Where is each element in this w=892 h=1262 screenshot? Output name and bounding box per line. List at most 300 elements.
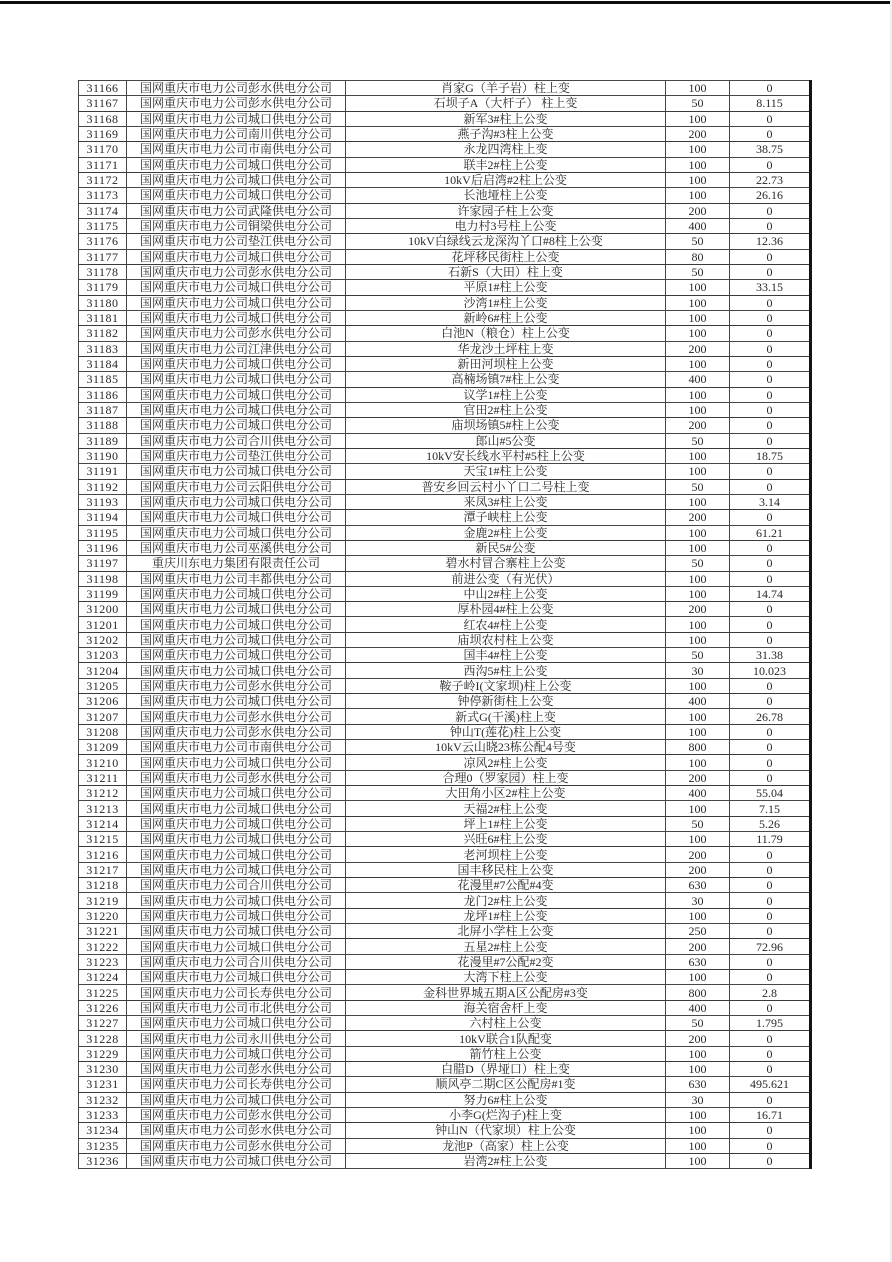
cell-company: 国网重庆市电力公司城口供电分公司 xyxy=(127,786,346,801)
cell-id: 31232 xyxy=(79,1092,127,1107)
cell-company: 国网重庆市电力公司城口供电分公司 xyxy=(127,1046,346,1061)
cell-name: 凉风2#柱上公变 xyxy=(346,755,666,770)
cell-value: 0 xyxy=(730,678,811,693)
table-row xyxy=(79,310,811,325)
cell-name: 红农4#柱上公变 xyxy=(346,617,666,632)
cell-value: 0 xyxy=(730,218,811,233)
cell-capacity: 100 xyxy=(666,678,730,693)
cell-name: 肖家G（羊子岩）柱上变 xyxy=(346,81,666,96)
cell-name: 长池垭柱上公变 xyxy=(346,188,666,203)
cell-capacity: 100 xyxy=(666,970,730,985)
cell-capacity: 200 xyxy=(666,602,730,617)
cell-id: 31168 xyxy=(79,111,127,126)
cell-company: 国网重庆市电力公司城口供电分公司 xyxy=(127,1153,346,1168)
table-row xyxy=(79,801,811,816)
cell-id: 31181 xyxy=(79,310,127,325)
table-row xyxy=(79,1077,811,1092)
cell-company: 国网重庆市电力公司城口供电分公司 xyxy=(127,694,346,709)
cell-value: 55.04 xyxy=(730,786,811,801)
cell-company: 国网重庆市电力公司城口供电分公司 xyxy=(127,617,346,632)
cell-company: 国网重庆市电力公司城口供电分公司 xyxy=(127,510,346,525)
cell-value: 0 xyxy=(730,1153,811,1168)
table-row xyxy=(79,203,811,218)
cell-name: 花坪移民街柱上公变 xyxy=(346,249,666,264)
cell-name: 新军3#柱上公变 xyxy=(346,111,666,126)
cell-capacity: 100 xyxy=(666,172,730,187)
cell-capacity: 400 xyxy=(666,1000,730,1015)
cell-id: 31211 xyxy=(79,770,127,785)
cell-value: 18.75 xyxy=(730,448,811,463)
cell-value: 7.15 xyxy=(730,801,811,816)
cell-id: 31198 xyxy=(79,571,127,586)
cell-capacity: 630 xyxy=(666,954,730,969)
cell-capacity: 200 xyxy=(666,862,730,877)
cell-id: 31186 xyxy=(79,387,127,402)
cell-id: 31235 xyxy=(79,1138,127,1153)
cell-id: 31220 xyxy=(79,908,127,923)
cell-name: 新田河坝柱上公变 xyxy=(346,356,666,371)
cell-id: 31188 xyxy=(79,418,127,433)
cell-name: 花漫里#7公配#2变 xyxy=(346,954,666,969)
cell-capacity: 100 xyxy=(666,801,730,816)
cell-id: 31167 xyxy=(79,96,127,111)
cell-id: 31231 xyxy=(79,1077,127,1092)
table-row xyxy=(79,172,811,187)
cell-company: 国网重庆市电力公司城口供电分公司 xyxy=(127,801,346,816)
cell-name: 永龙四湾柱上变 xyxy=(346,142,666,157)
cell-capacity: 100 xyxy=(666,326,730,341)
table-row xyxy=(79,234,811,249)
cell-id: 31234 xyxy=(79,1123,127,1138)
cell-value: 0 xyxy=(730,1123,811,1138)
cell-id: 31170 xyxy=(79,142,127,157)
cell-company: 国网重庆市电力公司城口供电分公司 xyxy=(127,310,346,325)
cell-name: 前进公变（有光伏） xyxy=(346,571,666,586)
cell-capacity: 50 xyxy=(666,1016,730,1031)
table-row xyxy=(79,157,811,172)
cell-value: 0 xyxy=(730,878,811,893)
cell-capacity: 100 xyxy=(666,310,730,325)
cell-name: 箭竹柱上公变 xyxy=(346,1046,666,1061)
cell-id: 31196 xyxy=(79,540,127,555)
cell-name: 钟停新街柱上公变 xyxy=(346,694,666,709)
cell-value: 5.26 xyxy=(730,816,811,831)
cell-capacity: 200 xyxy=(666,770,730,785)
table-row xyxy=(79,755,811,770)
cell-capacity: 100 xyxy=(666,586,730,601)
cell-id: 31190 xyxy=(79,448,127,463)
cell-id: 31236 xyxy=(79,1153,127,1168)
table-row xyxy=(79,678,811,693)
cell-company: 国网重庆市电力公司城口供电分公司 xyxy=(127,816,346,831)
table-row xyxy=(79,433,811,448)
table-row xyxy=(79,663,811,678)
table-row xyxy=(79,1123,811,1138)
cell-company: 国网重庆市电力公司城口供电分公司 xyxy=(127,188,346,203)
cell-name: 大湾下柱上公变 xyxy=(346,970,666,985)
cell-capacity: 80 xyxy=(666,249,730,264)
table-row xyxy=(79,939,811,954)
cell-company: 国网重庆市电力公司城口供电分公司 xyxy=(127,157,346,172)
cell-value: 0 xyxy=(730,1062,811,1077)
cell-name: 小李G(烂沟子)柱上变 xyxy=(346,1107,666,1122)
cell-company: 国网重庆市电力公司城口供电分公司 xyxy=(127,111,346,126)
cell-company: 国网重庆市电力公司武隆供电分公司 xyxy=(127,203,346,218)
table-row xyxy=(79,908,811,923)
cell-capacity: 100 xyxy=(666,1123,730,1138)
cell-company: 国网重庆市电力公司城口供电分公司 xyxy=(127,970,346,985)
table-row xyxy=(79,326,811,341)
cell-name: 中山2#柱上公变 xyxy=(346,586,666,601)
table-row xyxy=(79,862,811,877)
cell-id: 31233 xyxy=(79,1107,127,1122)
cell-value: 0 xyxy=(730,1138,811,1153)
table-row xyxy=(79,81,811,96)
cell-company: 国网重庆市电力公司巫溪供电分公司 xyxy=(127,540,346,555)
cell-value: 0 xyxy=(730,694,811,709)
cell-capacity: 100 xyxy=(666,356,730,371)
cell-company: 国网重庆市电力公司城口供电分公司 xyxy=(127,249,346,264)
cell-company: 国网重庆市电力公司城口供电分公司 xyxy=(127,847,346,862)
cell-id: 31216 xyxy=(79,847,127,862)
cell-company: 国网重庆市电力公司城口供电分公司 xyxy=(127,862,346,877)
cell-id: 31203 xyxy=(79,648,127,663)
cell-value: 0 xyxy=(730,893,811,908)
cell-company: 国网重庆市电力公司城口供电分公司 xyxy=(127,402,346,417)
table-row xyxy=(79,510,811,525)
cell-id: 31174 xyxy=(79,203,127,218)
cell-id: 31227 xyxy=(79,1016,127,1031)
table-row xyxy=(79,970,811,985)
table-row xyxy=(79,694,811,709)
table-row xyxy=(79,1000,811,1015)
cell-capacity: 50 xyxy=(666,816,730,831)
cell-capacity: 200 xyxy=(666,939,730,954)
cell-name: 龙坪1#柱上公变 xyxy=(346,908,666,923)
cell-id: 31205 xyxy=(79,678,127,693)
cell-value: 0 xyxy=(730,954,811,969)
cell-value: 0 xyxy=(730,372,811,387)
cell-company: 国网重庆市电力公司城口供电分公司 xyxy=(127,295,346,310)
table-row xyxy=(79,816,811,831)
cell-id: 31230 xyxy=(79,1062,127,1077)
cell-id: 31226 xyxy=(79,1000,127,1015)
cell-capacity: 100 xyxy=(666,1062,730,1077)
cell-id: 31209 xyxy=(79,740,127,755)
cell-value: 10.023 xyxy=(730,663,811,678)
cell-value: 0 xyxy=(730,632,811,647)
cell-id: 31180 xyxy=(79,295,127,310)
cell-capacity: 100 xyxy=(666,724,730,739)
cell-company: 国网重庆市电力公司彭水供电分公司 xyxy=(127,264,346,279)
cell-id: 31210 xyxy=(79,755,127,770)
table-row xyxy=(79,341,811,356)
cell-value: 0 xyxy=(730,157,811,172)
cell-name: 10kV云山晓23栋公配4号变 xyxy=(346,740,666,755)
cell-name: 国丰4#柱上公变 xyxy=(346,648,666,663)
cell-capacity: 50 xyxy=(666,234,730,249)
cell-name: 大田角小区2#柱上公变 xyxy=(346,786,666,801)
cell-id: 31201 xyxy=(79,617,127,632)
table-row xyxy=(79,295,811,310)
cell-capacity: 630 xyxy=(666,878,730,893)
cell-id: 31217 xyxy=(79,862,127,877)
cell-value: 72.96 xyxy=(730,939,811,954)
cell-id: 31202 xyxy=(79,632,127,647)
cell-name: 庙坝场镇5#柱上公变 xyxy=(346,418,666,433)
cell-capacity: 200 xyxy=(666,418,730,433)
cell-company: 重庆川东电力集团有限责任公司 xyxy=(127,556,346,571)
cell-id: 31177 xyxy=(79,249,127,264)
cell-company: 国网重庆市电力公司城口供电分公司 xyxy=(127,1016,346,1031)
cell-value: 0 xyxy=(730,81,811,96)
cell-capacity: 100 xyxy=(666,494,730,509)
cell-capacity: 250 xyxy=(666,924,730,939)
cell-id: 31200 xyxy=(79,602,127,617)
cell-name: 金鹿2#柱上公变 xyxy=(346,525,666,540)
cell-value: 0 xyxy=(730,862,811,877)
table-row xyxy=(79,1138,811,1153)
cell-capacity: 100 xyxy=(666,908,730,923)
cell-id: 31219 xyxy=(79,893,127,908)
cell-id: 31228 xyxy=(79,1031,127,1046)
cell-id: 31166 xyxy=(79,81,127,96)
cell-capacity: 100 xyxy=(666,464,730,479)
cell-capacity: 100 xyxy=(666,525,730,540)
table-row xyxy=(79,602,811,617)
cell-capacity: 100 xyxy=(666,448,730,463)
cell-company: 国网重庆市电力公司城口供电分公司 xyxy=(127,1092,346,1107)
cell-company: 国网重庆市电力公司城口供电分公司 xyxy=(127,494,346,509)
table-row xyxy=(79,111,811,126)
cell-id: 31192 xyxy=(79,479,127,494)
cell-company: 国网重庆市电力公司彭水供电分公司 xyxy=(127,724,346,739)
cell-capacity: 630 xyxy=(666,1077,730,1092)
cell-capacity: 200 xyxy=(666,1031,730,1046)
cell-name: 来凤3#柱上公变 xyxy=(346,494,666,509)
cell-company: 国网重庆市电力公司云阳供电分公司 xyxy=(127,479,346,494)
cell-id: 31179 xyxy=(79,280,127,295)
cell-value: 0 xyxy=(730,1000,811,1015)
table-row xyxy=(79,96,811,111)
cell-name: 10kV白绿线云龙深沟丫口#8柱上公变 xyxy=(346,234,666,249)
cell-value: 0 xyxy=(730,264,811,279)
table-row xyxy=(79,218,811,233)
cell-capacity: 100 xyxy=(666,280,730,295)
cell-capacity: 400 xyxy=(666,372,730,387)
table-row xyxy=(79,418,811,433)
cell-id: 31225 xyxy=(79,985,127,1000)
cell-company: 国网重庆市电力公司城口供电分公司 xyxy=(127,755,346,770)
cell-company: 国网重庆市电力公司城口供电分公司 xyxy=(127,632,346,647)
table-row xyxy=(79,786,811,801)
cell-capacity: 100 xyxy=(666,142,730,157)
cell-id: 31197 xyxy=(79,556,127,571)
cell-company: 国网重庆市电力公司合川供电分公司 xyxy=(127,433,346,448)
cell-company: 国网重庆市电力公司丰都供电分公司 xyxy=(127,571,346,586)
cell-name: 龙门2#柱上公变 xyxy=(346,893,666,908)
table-row xyxy=(79,954,811,969)
cell-value: 0 xyxy=(730,433,811,448)
cell-company: 国网重庆市电力公司合川供电分公司 xyxy=(127,878,346,893)
table-row xyxy=(79,249,811,264)
cell-value: 0 xyxy=(730,326,811,341)
cell-id: 31213 xyxy=(79,801,127,816)
table-row xyxy=(79,709,811,724)
table-row xyxy=(79,924,811,939)
table-row xyxy=(79,448,811,463)
cell-value: 61.21 xyxy=(730,525,811,540)
cell-company: 国网重庆市电力公司彭水供电分公司 xyxy=(127,1123,346,1138)
table-row xyxy=(79,724,811,739)
cell-name: 潭子峡柱上公变 xyxy=(346,510,666,525)
cell-company: 国网重庆市电力公司城口供电分公司 xyxy=(127,663,346,678)
table-row xyxy=(79,494,811,509)
cell-name: 议学1#柱上公变 xyxy=(346,387,666,402)
cell-value: 0 xyxy=(730,464,811,479)
cell-value: 0 xyxy=(730,126,811,141)
cell-value: 0 xyxy=(730,755,811,770)
cell-value: 0 xyxy=(730,1046,811,1061)
cell-capacity: 100 xyxy=(666,111,730,126)
cell-value: 0 xyxy=(730,540,811,555)
cell-id: 31229 xyxy=(79,1046,127,1061)
cell-capacity: 100 xyxy=(666,1046,730,1061)
cell-company: 国网重庆市电力公司江津供电分公司 xyxy=(127,341,346,356)
cell-id: 31187 xyxy=(79,402,127,417)
cell-id: 31169 xyxy=(79,126,127,141)
cell-capacity: 50 xyxy=(666,264,730,279)
cell-capacity: 50 xyxy=(666,648,730,663)
cell-capacity: 100 xyxy=(666,295,730,310)
cell-company: 国网重庆市电力公司市北供电分公司 xyxy=(127,1000,346,1015)
cell-company: 国网重庆市电力公司彭水供电分公司 xyxy=(127,81,346,96)
cell-name: 国丰移民柱上公变 xyxy=(346,862,666,877)
cell-name: 石新S（大田）柱上变 xyxy=(346,264,666,279)
cell-id: 31189 xyxy=(79,433,127,448)
cell-id: 31191 xyxy=(79,464,127,479)
table-row xyxy=(79,847,811,862)
cell-id: 31221 xyxy=(79,924,127,939)
cell-capacity: 30 xyxy=(666,1092,730,1107)
table-row xyxy=(79,1092,811,1107)
cell-id: 31218 xyxy=(79,878,127,893)
cell-id: 31171 xyxy=(79,157,127,172)
table-row xyxy=(79,1016,811,1031)
cell-id: 31172 xyxy=(79,172,127,187)
cell-name: 厚朴园4#柱上公变 xyxy=(346,602,666,617)
cell-id: 31207 xyxy=(79,709,127,724)
cell-id: 31193 xyxy=(79,494,127,509)
cell-value: 2.8 xyxy=(730,985,811,1000)
cell-id: 31178 xyxy=(79,264,127,279)
cell-company: 国网重庆市电力公司彭水供电分公司 xyxy=(127,1062,346,1077)
table-row xyxy=(79,556,811,571)
cell-name: 华龙沙土坪柱上变 xyxy=(346,341,666,356)
cell-name: 高楠场镇7#柱上公变 xyxy=(346,372,666,387)
cell-value: 0 xyxy=(730,1031,811,1046)
cell-capacity: 50 xyxy=(666,556,730,571)
cell-value: 3.14 xyxy=(730,494,811,509)
cell-name: 合理0（罗家园）柱上变 xyxy=(346,770,666,785)
cell-capacity: 800 xyxy=(666,740,730,755)
cell-company: 国网重庆市电力公司彭水供电分公司 xyxy=(127,1107,346,1122)
cell-capacity: 100 xyxy=(666,832,730,847)
cell-capacity: 100 xyxy=(666,755,730,770)
cell-value: 16.71 xyxy=(730,1107,811,1122)
cell-company: 国网重庆市电力公司城口供电分公司 xyxy=(127,832,346,847)
cell-name: 10kV安长线水平村#5柱上公变 xyxy=(346,448,666,463)
cell-value: 33.15 xyxy=(730,280,811,295)
cell-name: 海关宿舍杆上变 xyxy=(346,1000,666,1015)
cell-value: 1.795 xyxy=(730,1016,811,1031)
cell-company: 国网重庆市电力公司合川供电分公司 xyxy=(127,954,346,969)
cell-value: 0 xyxy=(730,740,811,755)
table-row xyxy=(79,617,811,632)
cell-id: 31223 xyxy=(79,954,127,969)
cell-name: 庙坝农村柱上公变 xyxy=(346,632,666,647)
cell-value: 11.79 xyxy=(730,832,811,847)
cell-company: 国网重庆市电力公司城口供电分公司 xyxy=(127,525,346,540)
cell-name: 碧水村冒合寨柱上公变 xyxy=(346,556,666,571)
table-row xyxy=(79,893,811,908)
cell-company: 国网重庆市电力公司垫江供电分公司 xyxy=(127,234,346,249)
table-row xyxy=(79,372,811,387)
cell-name: 10kV联合1队配变 xyxy=(346,1031,666,1046)
table-row xyxy=(79,126,811,141)
cell-name: 北屏小学柱上公变 xyxy=(346,924,666,939)
cell-capacity: 100 xyxy=(666,540,730,555)
table-row xyxy=(79,832,811,847)
cell-capacity: 100 xyxy=(666,571,730,586)
cell-name: 沙湾1#柱上公变 xyxy=(346,295,666,310)
cell-capacity: 800 xyxy=(666,985,730,1000)
cell-capacity: 100 xyxy=(666,1107,730,1122)
cell-name: 石坝子A（大杆子） 柱上变 xyxy=(346,96,666,111)
cell-company: 国网重庆市电力公司城口供电分公司 xyxy=(127,172,346,187)
cell-company: 国网重庆市电力公司城口供电分公司 xyxy=(127,372,346,387)
cell-name: 钟山T(莲花)柱上公变 xyxy=(346,724,666,739)
cell-name: 平原1#柱上公变 xyxy=(346,280,666,295)
cell-value: 0 xyxy=(730,387,811,402)
cell-capacity: 100 xyxy=(666,157,730,172)
cell-company: 国网重庆市电力公司彭水供电分公司 xyxy=(127,709,346,724)
cell-capacity: 100 xyxy=(666,188,730,203)
table-row xyxy=(79,770,811,785)
cell-id: 31215 xyxy=(79,832,127,847)
cell-name: 燕子沟#3柱上公变 xyxy=(346,126,666,141)
cell-value: 22.73 xyxy=(730,172,811,187)
cell-name: 西沟5#柱上公变 xyxy=(346,663,666,678)
table-row xyxy=(79,985,811,1000)
cell-name: 老河坝柱上公变 xyxy=(346,847,666,862)
cell-id: 31214 xyxy=(79,816,127,831)
cell-capacity: 200 xyxy=(666,510,730,525)
cell-value: 0 xyxy=(730,295,811,310)
cell-company: 国网重庆市电力公司永川供电分公司 xyxy=(127,1031,346,1046)
cell-name: 六村柱上公变 xyxy=(346,1016,666,1031)
cell-name: 岩湾2#柱上公变 xyxy=(346,1153,666,1168)
cell-name: 花漫里#7公配#4变 xyxy=(346,878,666,893)
cell-company: 国网重庆市电力公司城口供电分公司 xyxy=(127,939,346,954)
cell-id: 31222 xyxy=(79,939,127,954)
table-row xyxy=(79,540,811,555)
cell-value: 26.16 xyxy=(730,188,811,203)
cell-company: 国网重庆市电力公司市南供电分公司 xyxy=(127,740,346,755)
cell-company: 国网重庆市电力公司长寿供电分公司 xyxy=(127,1077,346,1092)
cell-value: 0 xyxy=(730,970,811,985)
cell-company: 国网重庆市电力公司城口供电分公司 xyxy=(127,356,346,371)
